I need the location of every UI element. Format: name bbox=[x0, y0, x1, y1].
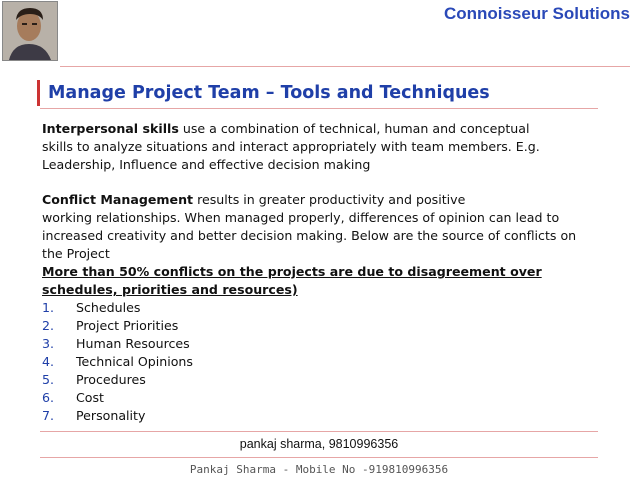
author-photo bbox=[2, 1, 58, 61]
list-item: Human Resources bbox=[76, 336, 190, 351]
list-item: Procedures bbox=[76, 372, 146, 387]
list-number: 3. bbox=[42, 336, 55, 351]
list-item: Cost bbox=[76, 390, 104, 405]
conflict-text-1: results in greater productivity and positive bbox=[193, 192, 466, 207]
brand-name: Connoisseur Solutions bbox=[443, 4, 630, 23]
title-accent-bar bbox=[37, 80, 40, 106]
interpersonal-line-3: Leadership, Influence and effective decision making bbox=[42, 157, 371, 172]
footer-rule-bottom bbox=[40, 457, 598, 458]
list-number: 4. bbox=[42, 354, 55, 369]
list-item: Technical Opinions bbox=[76, 354, 193, 369]
footer-mobile-line: Pankaj Sharma - Mobile No -919810996356 bbox=[189, 463, 449, 476]
highlight-line-1: More than 50% conflicts on the projects are due to disagreement over bbox=[42, 264, 542, 279]
list-number: 1. bbox=[42, 300, 55, 315]
footer-rule-top bbox=[40, 431, 598, 432]
list-number: 2. bbox=[42, 318, 55, 333]
list-item: Project Priorities bbox=[76, 318, 179, 333]
interpersonal-text-1: use a combination of technical, human and conceptual bbox=[178, 121, 530, 136]
conflict-line-2: working relationships. When managed properly, differences of opinion can lead to bbox=[42, 210, 560, 225]
header-rule-bottom bbox=[40, 108, 598, 109]
slide-title: Manage Project Team – Tools and Techniques bbox=[48, 83, 490, 103]
interpersonal-line-2: skills to analyze situations and interact appropriately with team members. E.g. bbox=[42, 139, 540, 154]
person-photo-icon bbox=[3, 2, 57, 60]
conflict-term: Conflict Management bbox=[42, 192, 194, 207]
list-item: Schedules bbox=[76, 300, 141, 315]
list-number: 7. bbox=[42, 408, 55, 423]
list-number: 5. bbox=[42, 372, 55, 387]
interpersonal-line-1 bbox=[42, 121, 529, 137]
conflict-line-4: the Project bbox=[42, 246, 110, 261]
list-item: Personality bbox=[76, 408, 146, 423]
conflict-line-1 bbox=[42, 192, 465, 208]
list-number: 6. bbox=[42, 390, 55, 405]
highlight-line-2: schedules, priorities and resources) bbox=[42, 282, 298, 297]
interpersonal-term: Interpersonal skills bbox=[42, 121, 179, 136]
footer-name-phone: pankaj sharma, 9810996356 bbox=[239, 437, 399, 451]
header-rule-top bbox=[60, 66, 630, 67]
conflict-line-3: increased creativity and better decision making. Below are the source of conflicts on bbox=[42, 228, 577, 243]
